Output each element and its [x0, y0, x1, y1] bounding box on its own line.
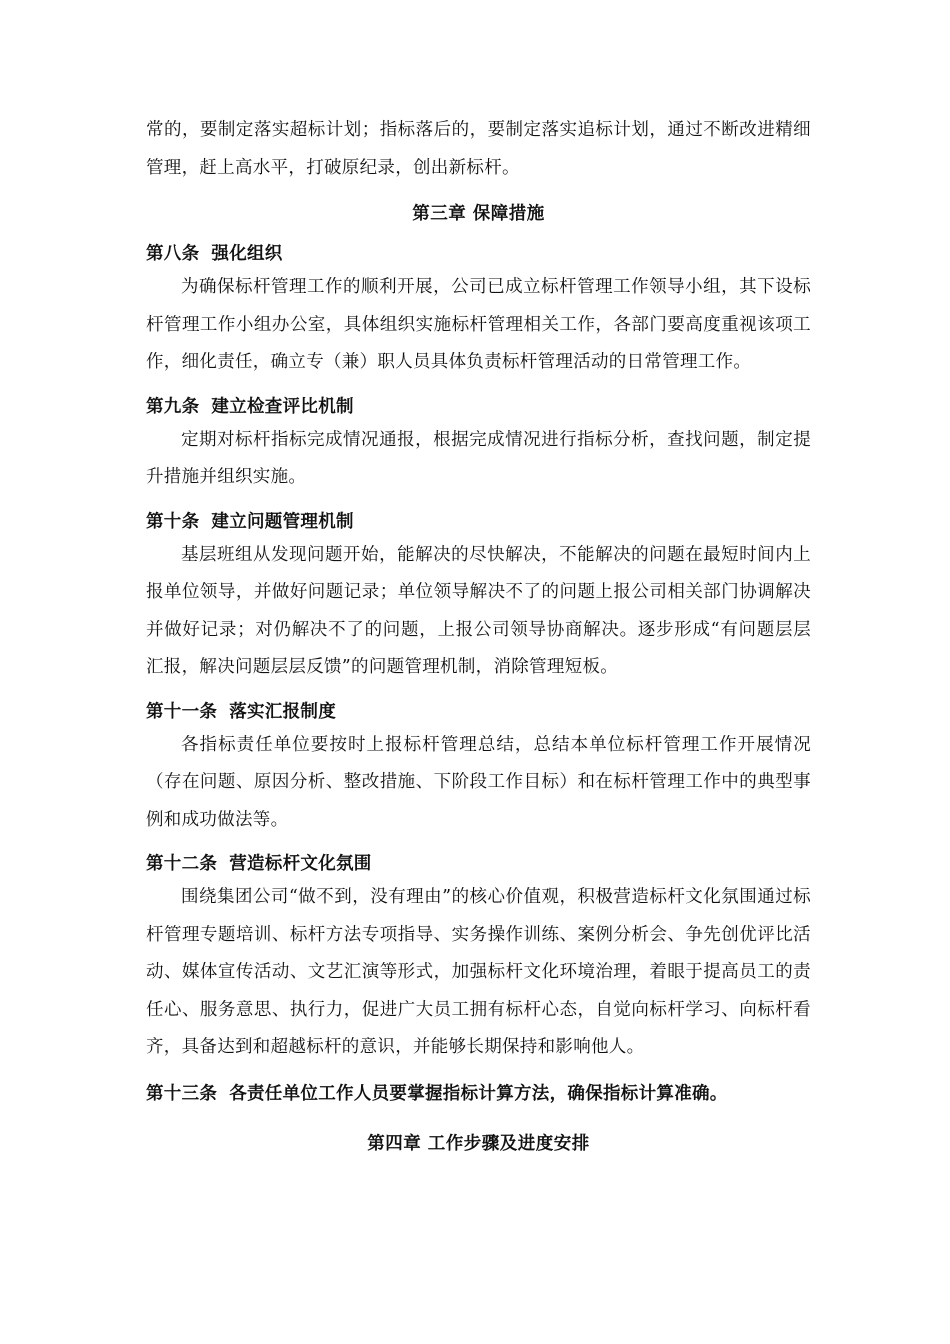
article-title: 落实汇报制度 [229, 701, 337, 722]
article-heading [146, 392, 811, 422]
article-body: 各指标责任单位要按时上报标杆管理总结，总结本单位标杆管理工作开展情况（存在问题、原因分析、整改措施、下阶段工作目标）和在标杆管理工作中的典型事例和成功做法等。 [146, 734, 811, 830]
article-number: 第十二条 [146, 854, 218, 874]
article-heading [146, 1079, 811, 1109]
document-body [146, 112, 811, 1169]
article-number: 第十条 [146, 511, 200, 532]
article-body: 为确保标杆管理工作的顺利开展，公司已成立标杆管理工作领导小组，其下设标杆管理工作小组办公室，具体组织实施标杆管理相关工作，各部门要高度重视该项工作，细化责任，确立专（兼）职人员具体负责标杆管理活动的日常管理工作。 [146, 277, 811, 372]
continued-paragraph: 常的，要制定落实超标计划；指标落后的，要制定落实追标计划，通过不断改进精细管理，赶上高水平，打破原纪录，创出新标杆。 [146, 120, 811, 178]
article-body: 基层班组从发现问题开始，能解决的尽快解决，不能解决的问题在最短时间内上报单位领导，并做好问题记录；单位领导解决不了的问题上报公司相关部门协调解决并做好记录；对仍解决不了的问题，上报公司领导协商解决。逐步形成“有问题层层汇报，解决问题层层反馈”的问题管理机制，消除管理短板。 [146, 544, 811, 677]
article-title: 建立检查评比机制 [211, 396, 354, 417]
article-body: 定期对标杆指标完成情况通报，根据完成情况进行指标分析，查找问题，制定提升措施并组织实施。 [146, 429, 811, 487]
article-title: 各责任单位工作人员要掌握指标计算方法，确保指标计算准确。 [229, 1083, 728, 1104]
article-heading [146, 507, 811, 537]
article-title: 建立问题管理机制 [211, 511, 354, 532]
article-number: 第十三条 [146, 1083, 218, 1104]
article-heading [146, 849, 811, 879]
article-body: 围绕集团公司“做不到，没有理由”的核心价值观，积极营造标杆文化氛围通过标杆管理专题培训、标杆方法专项指导、实务操作训练、案例分析会、争先创优评比活动、媒体宣传活动、文艺汇演等形式，加强标杆文化环境治理，着眼于提高员工的责任心、服务意思、执行力，促进广大员工拥有标杆心态，自觉向标杆学习、向标杆看齐，具备达到和超越标杆的意识，并能够长期保持和影响他人。 [146, 887, 811, 1057]
chapter-heading: 第三章 保障措施 [412, 204, 545, 224]
article-title: 强化组织 [211, 244, 283, 264]
article-number: 第八条 [146, 244, 200, 264]
article-title: 营造标杆文化氛围 [229, 854, 372, 874]
chapter-heading: 第四章 工作步骤及进度安排 [367, 1133, 590, 1154]
article-heading [146, 239, 811, 269]
article-number: 第十一条 [146, 701, 218, 722]
article-heading [146, 697, 811, 727]
article-number: 第九条 [146, 396, 200, 417]
